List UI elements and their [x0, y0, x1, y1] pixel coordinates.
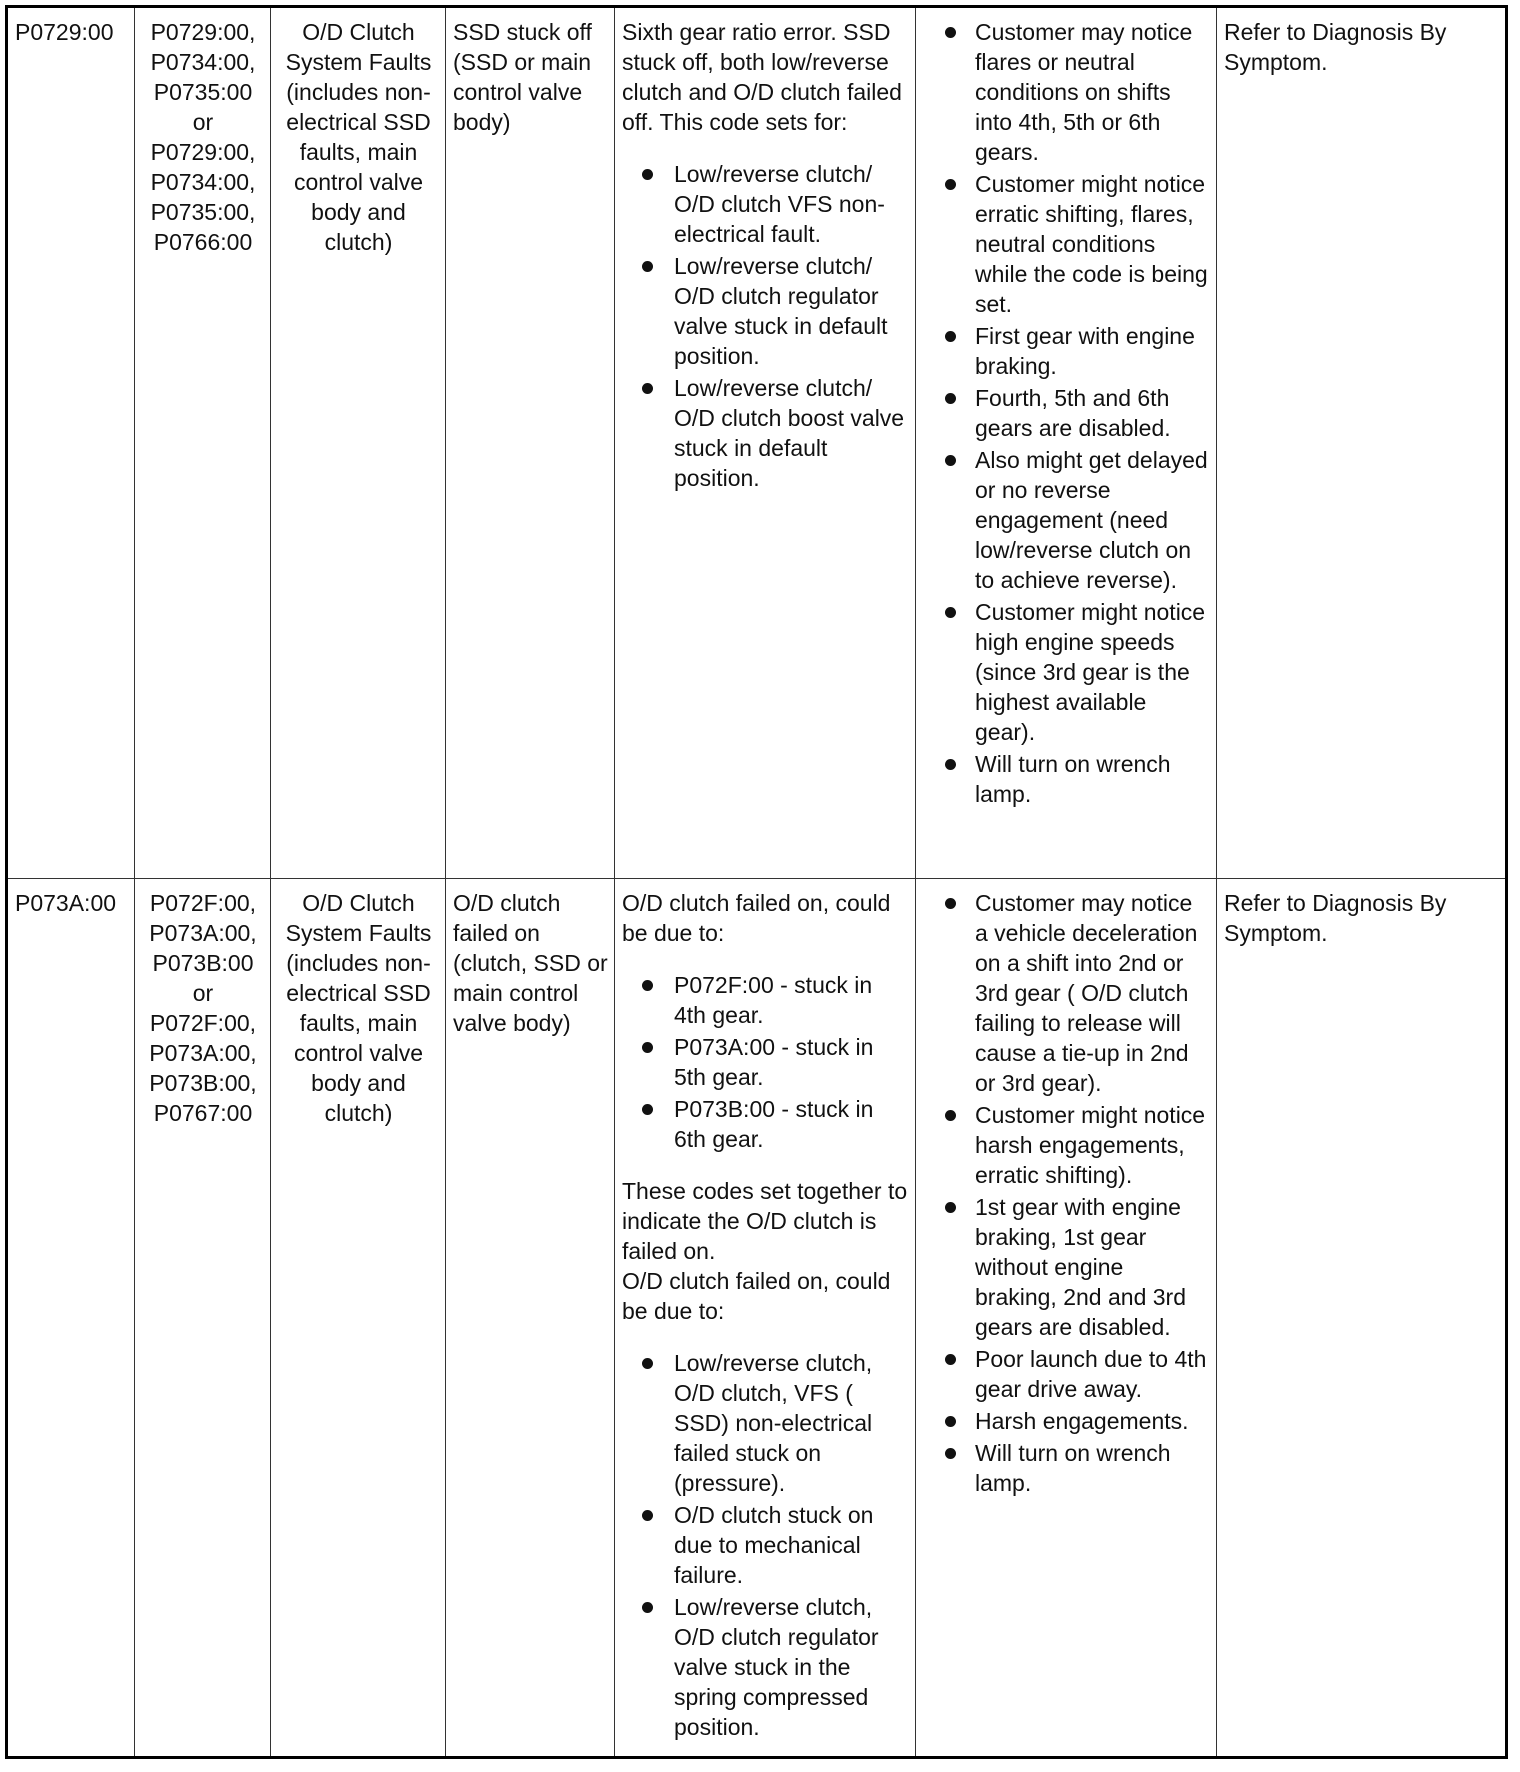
list-item: P073B:00 - stuck in 6th gear. — [674, 1094, 909, 1154]
condition-cell — [446, 879, 615, 1758]
related-codes-cell — [135, 7, 271, 879]
description-intro: O/D clutch failed on, could be due to: — [622, 890, 891, 946]
related-code: P073A:00, — [149, 920, 257, 946]
related-code: P0729:00, — [150, 139, 256, 165]
description-bullet-list — [622, 159, 909, 493]
list-item: Will turn on wrench lamp. — [975, 749, 1210, 809]
system-text: O/D Clutch System Faults (includes non-electrical SSD faults, main control valve body and clutch) — [285, 890, 432, 1126]
related-code: P073A:00, — [149, 1040, 257, 1066]
related-code: P072F:00, — [149, 1010, 257, 1036]
symptoms-list — [923, 17, 1210, 809]
list-item: Customer may notice a vehicle deceleration on a shift into 2nd or 3rd gear ( O/D clutch failing to release will cause a tie-up in 2nd or 3rd gear). — [975, 888, 1210, 1098]
list-item: Also might get delayed or no reverse engagement (need low/reverse clutch on to achieve reverse). — [975, 445, 1210, 595]
list-item: Customer may notice flares or neutral conditions on shifts into 4th, 5th or 6th gears. — [975, 17, 1210, 167]
table-row — [7, 879, 1507, 1758]
related-code: P072F:00, — [149, 890, 257, 916]
condition-cell — [446, 7, 615, 879]
description-middle: O/D clutch failed on, could be due to: — [622, 1268, 891, 1324]
action-cell — [1217, 7, 1507, 879]
symptoms-list — [923, 888, 1210, 1498]
list-item: Customer might notice high engine speeds (since 3rd gear is the highest available gear). — [975, 597, 1210, 747]
condition-text: O/D clutch failed on (clutch, SSD or main control valve body) — [453, 890, 608, 1036]
list-item: Customer might notice harsh engagements, erratic shifting). — [975, 1100, 1210, 1190]
list-item: Fourth, 5th and 6th gears are disabled. — [975, 383, 1210, 443]
system-cell — [271, 879, 446, 1758]
list-item: Harsh engagements. — [975, 1406, 1210, 1436]
description-middle: These codes set together to indicate the O/D clutch is failed on. — [622, 1178, 908, 1264]
dtc-code-cell — [7, 879, 135, 1758]
list-item: O/D clutch stuck on due to mechanical failure. — [674, 1500, 909, 1590]
list-item: P072F:00 - stuck in 4th gear. — [674, 970, 909, 1030]
description-bullet-list — [622, 1348, 909, 1742]
list-item: 1st gear with engine braking, 1st gear without engine braking, 2nd and 3rd gears are disabled. — [975, 1192, 1210, 1342]
list-item: First gear with engine braking. — [975, 321, 1210, 381]
description-bullet-list — [622, 970, 909, 1154]
related-code: P0734:00, — [150, 169, 256, 195]
dtc-code: P073A:00 — [15, 890, 117, 916]
dtc-code: P0729:00 — [15, 19, 114, 45]
list-item: Low/reverse clutch/ O/D clutch regulator valve stuck in default position. — [674, 251, 909, 371]
dtc-table — [5, 5, 1508, 1759]
related-code: P0767:00 — [153, 1100, 253, 1126]
list-item: P073A:00 - stuck in 5th gear. — [674, 1032, 909, 1092]
list-item: Low/reverse clutch/ O/D clutch boost valve stuck in default position. — [674, 373, 909, 493]
symptoms-cell — [916, 7, 1217, 879]
system-text: O/D Clutch System Faults (includes non-electrical SSD faults, main control valve body and clutch) — [285, 19, 432, 255]
related-code: P0729:00, — [150, 19, 256, 45]
related-code-separator: or — [192, 980, 214, 1006]
description-intro: Sixth gear ratio error. SSD stuck off, both low/reverse clutch and O/D clutch failed off. This code sets for: — [622, 19, 902, 135]
condition-text: SSD stuck off (SSD or main control valve body) — [453, 19, 592, 135]
action-cell — [1217, 879, 1507, 1758]
dtc-code-cell — [7, 7, 135, 879]
related-code: P0735:00 — [153, 79, 253, 105]
related-code: P0766:00 — [153, 229, 253, 255]
related-code: P073B:00 — [152, 950, 254, 976]
list-item: Poor launch due to 4th gear drive away. — [975, 1344, 1210, 1404]
symptoms-cell — [916, 879, 1217, 1758]
action-text: Refer to Diagnosis By Symptom. — [1224, 19, 1447, 75]
system-cell — [271, 7, 446, 879]
related-code: P0734:00, — [150, 49, 256, 75]
list-item: Customer might notice erratic shifting, flares, neutral conditions while the code is being set. — [975, 169, 1210, 319]
list-item: Low/reverse clutch/ O/D clutch VFS non-electrical fault. — [674, 159, 909, 249]
related-code: P0735:00, — [150, 199, 256, 225]
list-item: Will turn on wrench lamp. — [975, 1438, 1210, 1498]
related-code-separator: or — [192, 109, 214, 135]
table-row — [7, 7, 1507, 879]
list-item: Low/reverse clutch, O/D clutch regulator valve stuck in the spring compressed position. — [674, 1592, 909, 1742]
list-item: Low/reverse clutch, O/D clutch, VFS ( SSD) non-electrical failed stuck on (pressure). — [674, 1348, 909, 1498]
description-cell — [615, 879, 916, 1758]
related-codes-cell — [135, 879, 271, 1758]
related-code: P073B:00, — [149, 1070, 257, 1096]
action-text: Refer to Diagnosis By Symptom. — [1224, 890, 1447, 946]
description-cell — [615, 7, 916, 879]
